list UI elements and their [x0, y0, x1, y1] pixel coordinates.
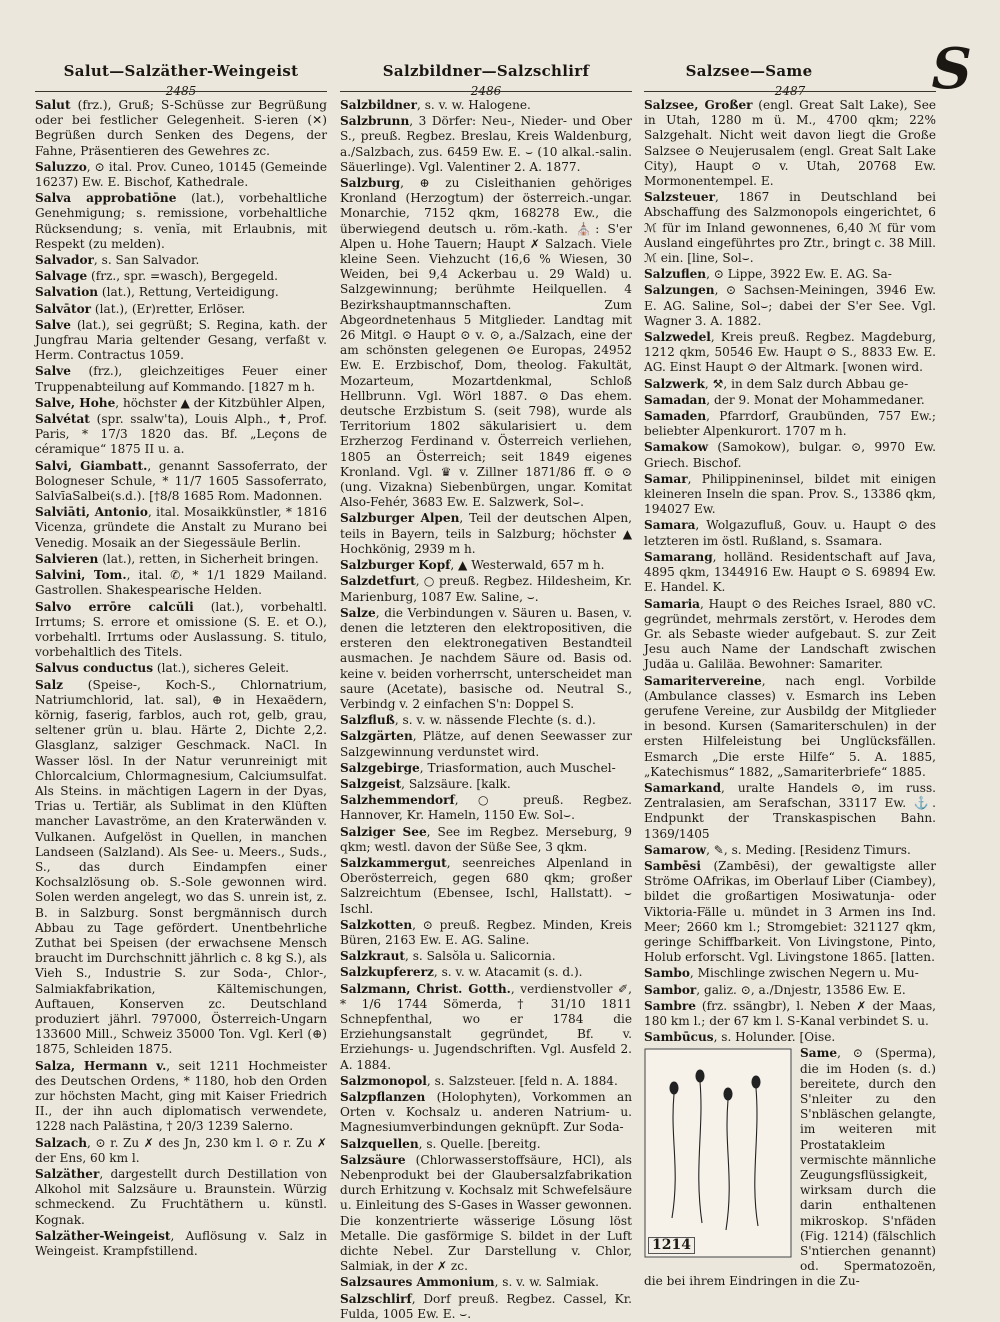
entry-headword: Salz [35, 677, 64, 692]
dictionary-entry [340, 949, 632, 964]
dictionary-entry [340, 729, 632, 759]
dictionary-entry [35, 1167, 327, 1228]
entry-headword: Salve [35, 317, 71, 332]
entry-headword: Salzquellen [340, 1136, 419, 1151]
entry-headword: Samarang [644, 549, 713, 564]
dictionary-entry [644, 518, 936, 548]
dictionary-entry [340, 1153, 632, 1275]
entry-headword: Salviāti, Antonio [35, 505, 148, 520]
dictionary-entry [35, 552, 327, 567]
entry-headword: Salzbildner [340, 98, 417, 112]
dictionary-entry [340, 98, 632, 113]
dictionary-entry [340, 918, 632, 948]
dictionary-entry [35, 318, 327, 364]
entry-text: (lat.), vorbehaltl. Irrtums; S. errore et omissione (S. E. et O.), vorbehaltl. Irrtums oder Auslassung. S. titulo, vorbehaltlich des Titels. [35, 599, 327, 660]
entry-text: , s. Salsŏla u. Salicornia. [405, 949, 556, 964]
entry-headword: Salzgebirge [340, 760, 420, 775]
text-column-2 [340, 98, 632, 1321]
entry-text: , s. Salzsteuer. [feld n. A. 1884. [426, 1073, 618, 1088]
entry-text: , ○ preuß. Regbez. Hildesheim, Kr. Marienburg, 1087 Ew. Saline, ⌣. [340, 574, 632, 604]
entry-headword: Salziger See [340, 824, 427, 839]
dictionary-entry [340, 114, 632, 175]
entry-headword: Salvini, Tom. [35, 568, 127, 583]
dictionary-entry [644, 472, 936, 518]
dictionary-entry [340, 825, 632, 855]
dictionary-entry [35, 1136, 327, 1166]
entry-text: , Triasformation, auch Muschel- [419, 760, 616, 775]
dictionary-entry [644, 843, 936, 858]
entry-headword: Salze [340, 605, 376, 620]
entry-headword: Samadan [644, 392, 707, 407]
entry-headword: Samaria [644, 596, 701, 611]
column-header-2: Salzbildner—Salzschlirf [382, 62, 590, 80]
entry-text: , s. v. w. Atacamit (s. d.). [433, 965, 583, 980]
entry-headword: Salva approbatiōne [35, 191, 177, 206]
dictionary-entry [340, 1292, 632, 1322]
dictionary-entry [644, 267, 936, 282]
page-number-3: 2487 [774, 84, 806, 98]
entry-headword: Salzuflen [644, 267, 707, 282]
entry-text: , s. Quelle. [bereitg. [418, 1136, 541, 1151]
dictionary-entry [644, 409, 936, 439]
dictionary-entry [340, 965, 632, 980]
dictionary-entry [644, 859, 936, 965]
entry-text: (lat.), vorbehaltliche Genehmigung; s. remissione, vorbehaltliche Rücksendung; s. venĭa, mit Erlaubnis, mit Respekt (zu melden). [35, 191, 327, 251]
entry-text: , s. Holunder. [Oise. [713, 1030, 836, 1045]
entry-headword: Salzsteuer [644, 190, 715, 205]
entry-text: , Pfarrdorf, Graubünden, 757 Ew.; beliebter Alpenkurort. 1707 m h. [644, 409, 936, 439]
dictionary-entry [340, 777, 632, 792]
entry-headword: Salzkammergut [340, 855, 447, 870]
entry-headword: Sambūcus [644, 1030, 714, 1045]
dictionary-entry [644, 1030, 936, 1045]
entry-headword: Salzfluß [340, 713, 395, 728]
dictionary-entry [340, 606, 632, 712]
dictionary-entry [644, 597, 936, 673]
entry-headword: Salzsaures Ammonium [340, 1275, 495, 1290]
entry-text: , See im Regbez. Merseburg, 9 qkm; westl. davon der Süße See, 3 qkm. [340, 824, 632, 854]
page-number-2: 2486 [470, 84, 502, 98]
entry-headword: Salvation [35, 285, 99, 300]
entry-headword: Salzäther-Weingeist [35, 1228, 171, 1243]
entry-headword: Salzburger Alpen [340, 511, 460, 526]
entry-text: , die Verbindungen v. Säuren u. Basen, v. denen die letzteren den elektropositiven, die ersteren den elektronegativen Bestandteil ausmachen. Je nachdem Säure od. Basis od. keine v. beiden vorherrscht, unterscheidet man saure (Acetate), basische od. Neutral S., Verbindg v. 2 einfachen S'n: Doppel S. [340, 605, 632, 711]
dictionary-entry [35, 459, 327, 505]
entry-headword: Samakow [644, 440, 709, 455]
entry-text: , holländ. Residentschaft auf Java, 4895 qkm, 1344916 Ew. Haupt ⊙ S. 69894 Ew. E. Handel. K. [644, 549, 936, 595]
entry-text: , ⊙ r. Zu ✗ des Jn, 230 km l. ⊙ r. Zu ✗ der Ens, 60 km l. [35, 1135, 327, 1165]
entry-text: (engl. Great Salt Lake), See in Utah, 1280 m ü. M., 4700 qkm; 22% Salzgehalt. Nicht weit davon liegt die Große Salzsee ⊙ Neujerusalem (engl. Great Salt Lake City), Haupt ⊙ v. Utah, 20768 Ew. Mormonentempel. E. [644, 98, 937, 189]
entry-text: (Holophyten), Vorkommen an Orten v. Kochsalz u. anderen Natrium- u. Magnesiumverbindungen geknüpft. Zur Soda- [340, 1090, 632, 1135]
column-header-1: Salut—Salzäther-Weingeist [63, 62, 299, 80]
header-rule-2 [340, 91, 632, 92]
entry-headword: Salzungen [644, 283, 715, 298]
dictionary-entry [35, 285, 327, 300]
entry-headword: Salzpflanzen [340, 1090, 426, 1104]
entry-text: , ✎, s. Meding. [Residenz Timurs. [706, 842, 911, 857]
entry-text: , der 9. Monat der Mohammedaner. [706, 392, 925, 407]
entry-headword: Salvo errōre calcŭli [35, 599, 194, 614]
entry-text: , s. San Salvador. [93, 253, 200, 268]
entry-text: , galiz. ⊙, a./Dnjestr, 13586 Ew. E. [696, 982, 906, 997]
dictionary-entry [340, 713, 632, 728]
dictionary-entry [644, 674, 936, 780]
entry-text: , verdienstvoller ✐, * 1/6 1744 Sömerda, † 31/10 1811 Schnepfenthal, wo er 1784 die Erziehungsanstalt gegründet, Bf. v. Erziehungs- u. Jugendschriften. Vgl. Ausfeld 2. A. 1884. [340, 981, 632, 1072]
entry-text: (Zambēsi), der gewaltigste aller Ströme OAfrikas, im Oberlauf Liber (Ciambey), bildet die großartigen Mosiwatunja- oder Viktoria-Fälle u. mündet in 3 Armen ins Ind. Meer; 2660 km l.; Stromgebiet: 321127 qkm, geringe Schiffbarkeit. Von Livingstone, Pinto, Holub erforscht. Vgl. Livingstone 1865. [latten. [644, 858, 936, 965]
dictionary-entry [35, 269, 327, 284]
entry-text: , ⊙ Lippe, 3922 Ew. E. AG. Sa- [706, 267, 892, 282]
entry-headword: Salzhemmendorf [340, 793, 455, 808]
header-rule-3 [644, 91, 936, 92]
entry-text: , s. v. w. Salmiak. [494, 1275, 599, 1290]
entry-text: (Speise-, Koch-S., Chlornatrium, Natriumchlorid, lat. sal), ⊕ in Hexaëdern, körnig, faserig, farblos, auch rot, gelb, grau, seltener grün u. blau. Härte 2, Dichte 2,2. Glasglanz, salziger Geschmack. NaCl. In Wasser lösl. In der Natur verunreinigt mit Chlorcalcium, Chlormagnesium, Calciumsulfat. Als Steins. in mächtigen Lagern in der Dyas, Trias u. Tertiär, als Sublimat in den Klüften mancher Lavaströme, an den Kraterwänden v. Vulkanen. Aufgelöst in Quellen, in manchen Landseen (Salzland). Als See- u. Meers., Suds., S., das durch Eindampfen einer Kochsalzlösung ob. S.-Sole gewonnen wird. Solen werden angelegt, wo das S. unrein ist, z. B. in Salzburg. Sonst bergmännisch durch Abbau zu Tage gefördert. Unentbehrliche Zuthat bei Speisen (der erwachsene Mensch braucht im Durchschnitt jährlich c. 8 kg S.), als Vieh S., Industrie S. zur Soda-, Chlor-, Salmiakfabrikation, Kältemischungen, Auftauen, Konserven zc. Deutschland produziert jährl. 797000, Österreich-Ungarn 133600 Mill., Schweiz 35000 Ton. Vgl. Kerl (⊕) 1875, Schleiden 1875. [35, 677, 327, 1057]
dictionary-entry [340, 176, 632, 510]
dictionary-entry [644, 283, 936, 329]
dictionary-entry [35, 661, 327, 676]
entry-headword: Samar [644, 471, 688, 486]
dictionary-entry [644, 330, 936, 376]
entry-headword: Sambēsi [644, 858, 701, 873]
entry-text: (lat.), (Er)retter, Erlöser. [91, 301, 246, 316]
entry-text: (frz.), gleichzeitiges Feuer einer Truppenabteilung auf Kommando. [1827 m h. [35, 364, 327, 394]
entry-text: , ○ preuß. Regbez. Hannover, Kr. Hameln, 1150 Ew. Sol⌣. [340, 793, 632, 823]
dictionary-entry [35, 253, 327, 268]
dictionary-entry [35, 678, 327, 1058]
entry-text: , Kreis preuß. Regbez. Magdeburg, 1212 qkm, 50546 Ew. Haupt ⊙ S., 8833 Ew. E. AG. Einst Haupt ⊙ der Altmark. [wonen wird. [644, 330, 936, 375]
entry-text: , nach engl. Vorbilde (Ambulance classes) v. Esmarch ins Leben gerufene Vereine, zur Ausbildg der Mitglieder in besond. Kursen (Samariterschulen) in der ersten Hilfeleistung bei Unglücksfällen. Esmarch „Die erste Hilfe“ 5. A. 1885, „Katechismus“ 1882, „Samariterbriefe“ 1885. [644, 673, 936, 779]
entry-text: , s. v. w. nässende Flechte (s. d.). [394, 713, 596, 728]
entry-text: , s. v. w. Halogene. [417, 98, 531, 112]
entry-headword: Salzkotten [340, 917, 413, 932]
entry-headword: Salvador [35, 253, 94, 268]
dictionary-entry [340, 856, 632, 917]
entry-text: , ⊙ Sachsen-Meiningen, 3946 Ew. E. AG. Saline, Sol⌣; dabei der S'er See. Vgl. Wagner 3. A. 1882. [644, 283, 936, 328]
entry-text: , dargestellt durch Destillation von Alkohol mit Salzsäure u. Braunstein. Würzig schmeckend. Zu Fruchtäthern u. künstl. Kognak. [35, 1167, 327, 1227]
dictionary-entry [35, 1059, 327, 1135]
entry-headword: Salvage [35, 269, 88, 284]
entry-text: (lat.), sei gegrüßt; S. Regina, kath. der Jungfrau Maria geltender Gesang, verfaßt v. Herm. Contractus 1059. [35, 317, 327, 363]
entry-text: , Haupt ⊙ des Reiches Israel, 880 vC. gegründet, mehrmals zerstört, v. Herodes dem Gr. als Sebaste wieder aufgebaut. S. zur Zeit Jesu auch Name der Landschaft zwischen Judäa u. Galiläa. Bewohner: Samariter. [644, 596, 936, 672]
page-number-1: 2485 [165, 84, 197, 98]
entry-text: (spr. ssalw'ta), Louis Alph., ✝, Prof. Paris, * 17/3 1820 das. Bf. „Leçons de céramique“ 1875 II u. a. [35, 412, 327, 457]
entry-text: , uralte Handels ⊙, im russ. Zentralasien, am Serafschan, 33117 Ew. ⚓. Endpunkt der Transkaspischen Bahn. 1369/1405 [644, 780, 936, 841]
entry-text: (frz.), Gruß; S-Schüsse zur Begrüßung oder bei festlicher Gelegenheit. S-ieren (✕) Begrüßen durch Senken des Degens, der Fahne, Präsentieren des Gewehres zc. [35, 98, 327, 158]
entry-text: , seit 1211 Hochmeister des Deutschen Ordens, * 1180, hob den Orden zur höchsten Macht, ging mit Kaiser Friedrich II., der ihn auch diplomatisch verwendete, 1228 nach Palästina, † 20/3 1239 Salerno. [35, 1058, 327, 1134]
entry-headword: Salzbrunn [340, 114, 410, 129]
entry-headword: Salvus conductus [35, 661, 154, 676]
dictionary-entry [340, 558, 632, 573]
entry-headword: Salzach [35, 1135, 88, 1150]
entry-headword: Samarow [644, 842, 707, 857]
dictionary-entry [644, 983, 936, 998]
entry-headword: Salzäther [35, 1167, 100, 1182]
dictionary-entry [35, 191, 327, 252]
entry-text: , Mischlinge zwischen Negern u. Mu- [689, 966, 919, 981]
entry-headword: Salve, Hohe [35, 395, 116, 410]
entry-headword: Samaritervereine [644, 673, 762, 688]
dictionary-entry [340, 1137, 632, 1152]
entry-headword: Salzkraut [340, 949, 405, 964]
entry-text: , Wolgazufluß, Gouv. u. Haupt ⊙ des letzteren im östl. Rußland, s. Ssamara. [644, 518, 936, 548]
entry-text: , Auflösung v. Salz in Weingeist. Krampfstillend. [35, 1228, 327, 1259]
entry-text: (frz., spr. =wasch), Bergegeld. [87, 269, 278, 284]
entry-text: , seenreiches Alpenland in Oberösterreich, gegen 680 qkm; großer Salzreichtum (Ebensee, Ischl, Hallstatt). ⌣ Ischl. [340, 855, 632, 916]
dictionary-entry [644, 550, 936, 596]
entry-headword: Salza, Hermann v. [35, 1058, 167, 1073]
dictionary-entry [644, 377, 936, 392]
entry-text: , genannt Sassoferrato, der Bologneser Schule, * 11/7 1605 Sassoferrato, SalvīaSalbei(s.d.). [†8/8 1685 Rom. Madonnen. [35, 458, 327, 504]
entry-headword: Salzburg [340, 176, 401, 191]
entry-headword: Salzwerk [644, 376, 705, 391]
entry-headword: Salzdetfurt [340, 574, 416, 589]
dictionary-entry [644, 440, 936, 470]
figure-spermatozoa [644, 1048, 792, 1258]
entry-headword: Salzschlirf [340, 1291, 412, 1306]
entry-text: (lat.), sicheres Geleit. [153, 661, 289, 676]
entry-headword: Salzgeist [340, 776, 402, 791]
entry-headword: Salut [35, 98, 71, 112]
entry-headword: Salve [35, 364, 71, 379]
header-rule-1 [35, 91, 327, 92]
dictionary-entry [340, 761, 632, 776]
spermatozoa-illustration [644, 1048, 792, 1258]
dictionary-entry [340, 574, 632, 604]
entry-text: , Teil der deutschen Alpen, teils in Bayern, teils in Salzburg; höchster ▲ Hochkönig, 2939 m h. [340, 511, 632, 556]
entry-text: (frz. ssängbr), l. Neben ✗ der Maas, 180 km l.; der 67 km l. S-Kanal verbindet S. u. [644, 998, 936, 1028]
dictionary-entry [340, 1074, 632, 1089]
entry-text: , ⊕ zu Cisleithanien gehöriges Kronland (Herzogtum) der österreich.-ungar. Monarchie, 7152 qkm, 168278 Ew., die überwiegend deutsch u. röm.-kath. ⛪: S'er Alpen u. Hohe Tauern; Haupt ✗ Salzach. Viele kleine Seen. Viehzucht (16,6 % Wiesen, 30 Weiden, bei 9,4 Ackerbau u. 29 Wald) u. Salzgewinnung; berühmte Heilquellen. 4 Bezirkshauptmannschaften. Zum Abgeordnetenhaus 5 Mitglieder. Landtag mit 26 Mitgl. ⊙ Haupt ⊙ v. ⊙, a./Salzach, eine der am schönsten gelegenen ⊙e Europas, 24952 Ew. E. Erzbischof, Dom, theolog. Fakultät, Mozarteum, Mozartdenkmal, Schloß Hellbrunn. Vgl. Wörl 1887. ⊙ Das ehem. deutsche Erzbistum S. (seit 798), wurde als Territorium 1802 säkularisiert u. dem Erzherzog Ferdinand v. Österreich verliehen, 1805 an Österreich; seit 1849 eigenes Kronland. Vgl. ♛ v. Zillner 1871/86 ff. ⊙ ⊙ (ung. Vizakna) Siebenbürgen, ungar. Komitat Also-Fehér, 3683 Ew. E. Salzwerk, Sol⌣. [340, 176, 632, 510]
dictionary-entry [35, 1229, 327, 1259]
entry-headword: Salvi, Giambatt. [35, 458, 148, 473]
entry-headword: Salvétat [35, 412, 90, 427]
entry-headword: Salzmonopol [340, 1073, 427, 1088]
figure-label: 1214 [648, 1237, 695, 1254]
dictionary-entry [644, 393, 936, 408]
entry-headword: Saluzzo [35, 159, 87, 174]
dictionary-entry [644, 781, 936, 842]
section-letter: S [931, 36, 972, 102]
dictionary-entry [340, 1275, 632, 1290]
entry-text: , ⊙ ital. Prov. Cuneo, 10145 (Gemeinde 16237) Ew. E. Bischof, Kathedrale. [35, 159, 327, 190]
dictionary-entry [35, 412, 327, 458]
entry-text: , Salzsäure. [kalk. [401, 776, 511, 791]
dictionary-entry [35, 505, 327, 551]
entry-headword: Salzmann, Christ. Gotth. [340, 981, 511, 996]
entry-headword: Salzwedel [644, 330, 711, 345]
entry-text: , Plätze, auf denen Seewasser zur Salzgewinnung verdunstet wird. [340, 729, 632, 759]
entry-headword: Sambor [644, 982, 697, 997]
dictionary-entry [340, 982, 632, 1073]
entry-headword: Salvātor [35, 301, 92, 316]
entry-text: , ⊙ preuß. Regbez. Minden, Kreis Büren, 2163 Ew. E. AG. Saline. [340, 917, 632, 947]
dictionary-entry [35, 98, 327, 159]
dictionary-entry [644, 999, 936, 1029]
entry-headword: Salzburger Kopf [340, 558, 451, 573]
entry-text: (lat.), Rettung, Verteidigung. [98, 285, 279, 300]
entry-text: , ⚒, in dem Salz durch Abbau ge- [704, 376, 909, 391]
dictionary-entry [35, 600, 327, 661]
text-column-1 [35, 98, 327, 1270]
entry-text: (lat.), retten, in Sicherheit bringen. [98, 551, 319, 566]
dictionary-entry [35, 160, 327, 190]
dictionary-entry [340, 1090, 632, 1136]
entry-text: , 3 Dörfer: Neu-, Nieder- und Ober S., preuß. Regbez. Breslau, Kreis Waldenburg, a./Salzbach, zus. 6459 Ew. E. ⌣ (10 alkal.-salin. Säuerlinge). Vgl. Valentiner 2. A. 1877. [340, 114, 632, 174]
entry-headword: Samara [644, 518, 696, 533]
entry-headword: Salzsäure [340, 1152, 406, 1167]
entry-headword: Samaden [644, 409, 707, 424]
entry-text: , Philippineninsel, bildet mit einigen kleineren Inseln die span. Prov. S., 13386 qkm, 194027 Ew. [644, 471, 936, 517]
text-column-3 [644, 98, 937, 1289]
dictionary-entry [35, 568, 327, 598]
entry-text: , Dorf preuß. Regbez. Cassel, Kr. Fulda, 1005 Ew. E. ⌣. [340, 1291, 632, 1321]
dictionary-entry [35, 364, 327, 394]
entry-text: , ital. ✆, * 1/1 1829 Mailand. Gastrollen. Shakespearische Helden. [35, 568, 327, 598]
column-header-3: Salzsee—Same [685, 62, 813, 80]
entry-headword: Samarkand [644, 780, 722, 795]
entry-headword: Sambo [644, 966, 690, 981]
entry-text: (Samokow), bulgar. ⊙, 9970 Ew. Griech. Bischof. [644, 440, 936, 470]
entry-headword: Salzgärten [340, 729, 413, 744]
dictionary-entry [340, 793, 632, 823]
entry-text: , ⊙ (Sperma), die im Hoden (s. d.) bereitete, durch den S'nleiter zu den S'nbläschen gelangte, im weiteren mit Prostatakleim vermischte männliche Zeugungsflüssigkeit, wirksam durch die darin enthaltenen mikroskop. S'nfäden (Fig. 1214) (fälschlich S'ntierchen genannt) od. Spermatozoën, die bei ihrem Eindringen in die Zu- [644, 1046, 936, 1289]
dictionary-entry [35, 396, 327, 411]
entry-text: (Chlorwasserstoffsäure, HCl), als Nebenprodukt bei der Glaubersalzfabrikation durch Erhitzung v. Kochsalz mit Schwefelsäure u. Einleitung des S-Gases in Wasser gewonnen. Die konzentrierte wässerige Lösung löst Metalle. Die gasförmige S. bildet in der Luft dichte Nebel. Zur Darstellung v. Chlor, Salmiak, in der ✗ zc. [340, 1152, 632, 1274]
entry-text: , ital. Mosaikkünstler, * 1816 Vicenza, gründete die Anstalt zu Murano bei Venedig. Mosaik an der Siegessäule Berlin. [35, 505, 327, 550]
entry-headword: Salvieren [35, 551, 99, 566]
dictionary-entry [644, 190, 936, 266]
entry-headword: Salzkupfererz [340, 965, 434, 980]
entry-text: , ▲ Westerwald, 657 m h. [450, 558, 605, 573]
dictionary-entry [35, 302, 327, 317]
dictionary-entry [644, 98, 936, 189]
entry-text: , 1867 in Deutschland bei Abschaffung des Salzmonopols eingerichtet, 6 ℳ für im Inland gewonnenes, 6,40 ℳ für vom Ausland eingeführtes pro Ztr., bringt c. 38 Mill. ℳ ein. [line, Sol⌣. [644, 190, 936, 266]
dictionary-entry [644, 966, 936, 981]
entry-headword: Same [800, 1046, 838, 1061]
entry-headword: Salzsee, Großer [644, 98, 753, 112]
entry-text: , höchster ▲ der Kitzbühler Alpen, [115, 395, 326, 410]
dictionary-entry [340, 511, 632, 557]
entry-headword: Sambre [644, 998, 696, 1013]
